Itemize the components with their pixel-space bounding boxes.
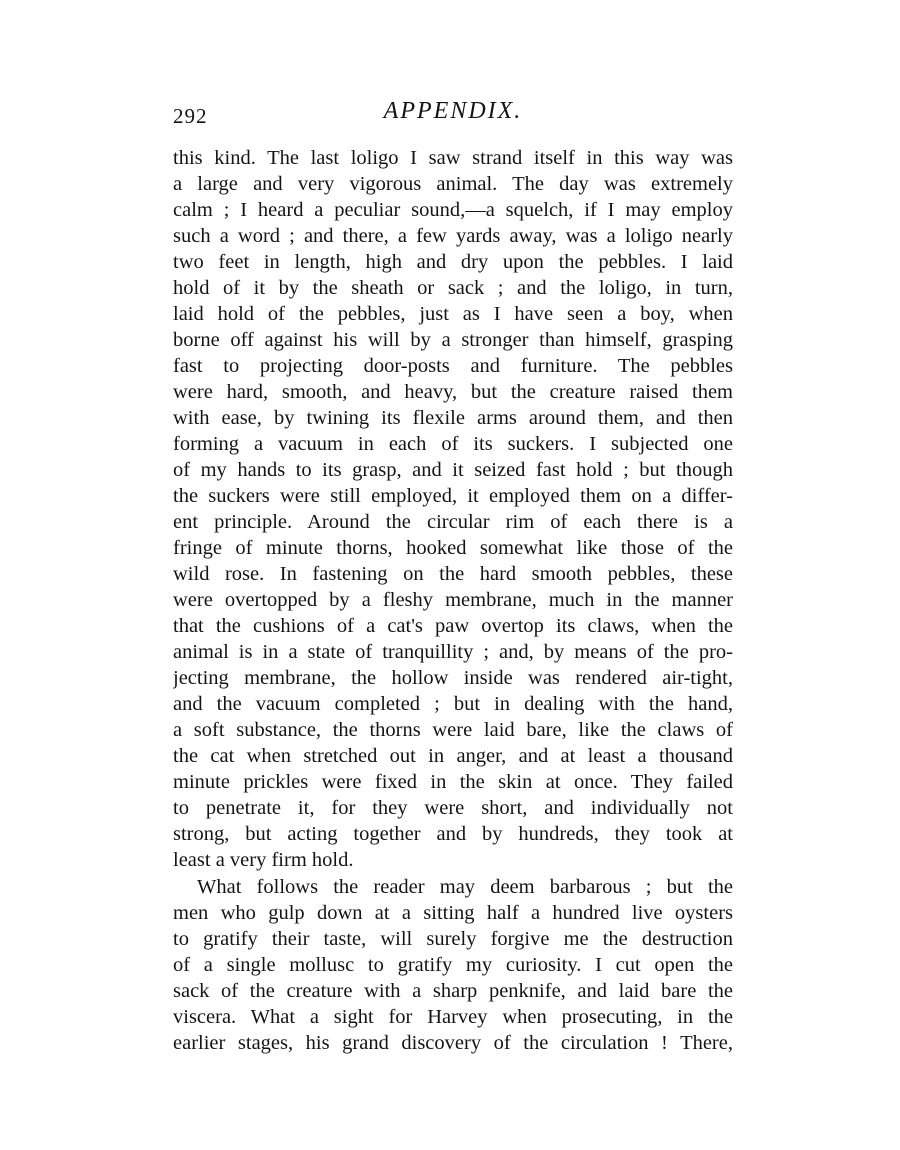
text-line: such a word ; and there, a few yards away, was a loligo nearly: [173, 225, 733, 247]
text-line: to gratify their taste, will surely forgive me the destruction: [173, 928, 733, 950]
text-line: jecting membrane, the hollow inside was rendered air-tight,: [173, 667, 733, 689]
page-header: [173, 98, 733, 132]
paragraph-last-line: least a very firm hold.: [173, 849, 354, 871]
text-line: hold of it by the sheath or sack ; and the loligo, in turn,: [173, 277, 733, 299]
text-line: earlier stages, his grand discovery of the circulation ! There,: [173, 1032, 733, 1054]
text-line: fringe of minute thorns, hooked somewhat like those of the: [173, 537, 733, 559]
text-line: ent principle. Around the circular rim of each there is a: [173, 511, 733, 533]
text-line: with ease, by twining its flexile arms around them, and then: [173, 407, 733, 429]
text-line: borne off against his will by a stronger than himself, grasping: [173, 329, 733, 351]
text-line: of a single mollusc to gratify my curiosity. I cut open the: [173, 954, 733, 976]
text-line: of my hands to its grasp, and it seized fast hold ; but though: [173, 459, 733, 481]
text-line: wild rose. In fastening on the hard smooth pebbles, these: [173, 563, 733, 585]
text-line: that the cushions of a cat's paw overtop its claws, when the: [173, 615, 733, 637]
text-line: fast to projecting door-posts and furniture. The pebbles: [173, 355, 733, 377]
text-line: animal is in a state of tranquillity ; and, by means of the pro-: [173, 641, 733, 663]
page-number: 292: [173, 104, 208, 128]
text-line: viscera. What a sight for Harvey when prosecuting, in the: [173, 1006, 733, 1028]
text-line: minute prickles were fixed in the skin at once. They failed: [173, 771, 733, 793]
paragraph-first-line: What follows the reader may deem barbarous ; but the: [197, 876, 733, 898]
text-line: a soft substance, the thorns were laid bare, like the claws of: [173, 719, 733, 741]
text-line: forming a vacuum in each of its suckers. I subjected one: [173, 433, 733, 455]
text-line: the suckers were still employed, it employed them on a differ-: [173, 485, 733, 507]
running-head: APPENDIX.: [383, 98, 523, 124]
text-line: men who gulp down at a sitting half a hundred live oysters: [173, 902, 733, 924]
text-line: sack of the creature with a sharp penknife, and laid bare the: [173, 980, 733, 1002]
text-line: laid hold of the pebbles, just as I have seen a boy, when: [173, 303, 733, 325]
text-line: calm ; I heard a peculiar sound,—a squelch, if I may employ: [173, 199, 733, 221]
text-line: this kind. The last loligo I saw strand itself in this way was: [173, 147, 733, 169]
text-line: and the vacuum completed ; but in dealing with the hand,: [173, 693, 733, 715]
text-line: a large and very vigorous animal. The day was extremely: [173, 173, 733, 195]
text-line: were overtopped by a fleshy membrane, much in the manner: [173, 589, 733, 611]
text-line: two feet in length, high and dry upon the pebbles. I laid: [173, 251, 733, 273]
text-line: strong, but acting together and by hundreds, they took at: [173, 823, 733, 845]
text-line: to penetrate it, for they were short, and individually not: [173, 797, 733, 819]
text-line: were hard, smooth, and heavy, but the creature raised them: [173, 381, 733, 403]
body-text: [173, 145, 733, 1056]
text-line: the cat when stretched out in anger, and at least a thousand: [173, 745, 733, 767]
